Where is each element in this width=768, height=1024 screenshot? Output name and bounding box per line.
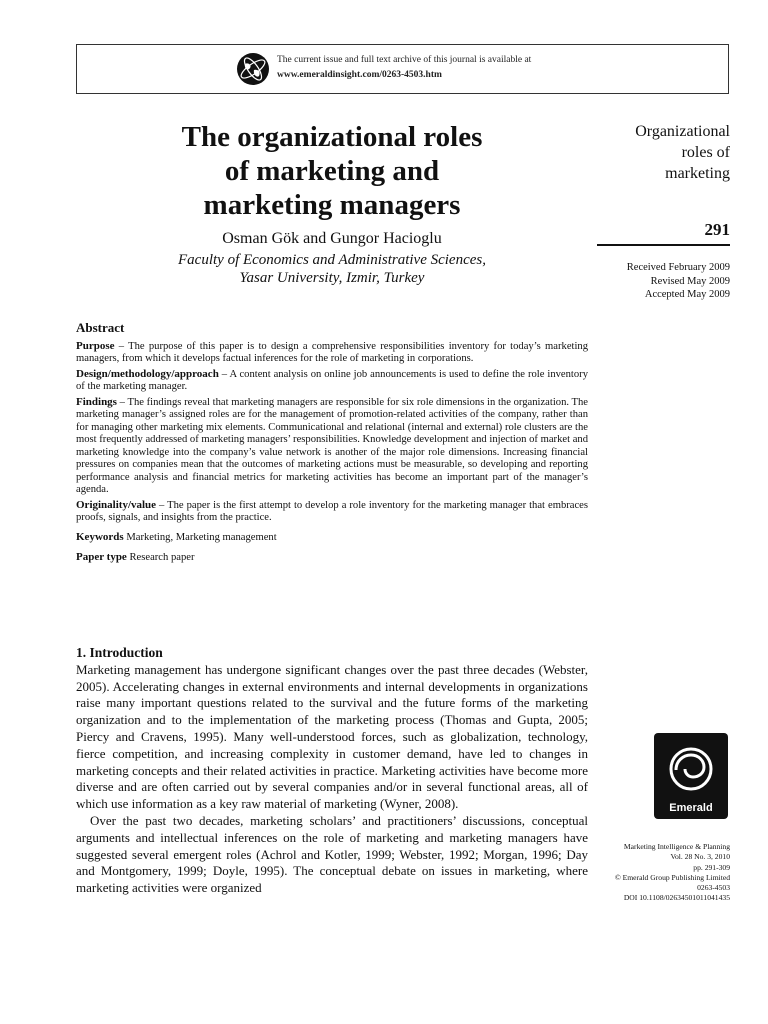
page-number: 291	[704, 220, 730, 239]
abstract-keywords	[76, 531, 588, 545]
purpose-text: – The purpose of this paper is to design a comprehensive responsibilities inventory for today’s marketing managers, from which it develops factual inferences for the role of marketing in corporations.	[76, 340, 588, 364]
banner-line: The current issue and full text archive of this journal is available at	[277, 55, 532, 65]
design-text: – A content analysis on online job announcements is used to define the role inventory of the marketing manager.	[76, 368, 588, 392]
keywords-label: Keywords	[76, 530, 124, 543]
paper-type-text: Research paper	[126, 552, 195, 563]
received-date: Received February 2009	[626, 262, 730, 273]
volume-info: Vol. 28 No. 3, 2010	[670, 852, 730, 862]
paper-type-label: Paper type	[76, 551, 127, 563]
purpose-label: Purpose	[76, 339, 115, 352]
abstract-heading: Abstract	[76, 320, 125, 335]
introduction-heading: 1. Introduction	[76, 645, 163, 660]
intro-paragraph-2: Over the past two decades, marketing scholars’ and practitioners’ discussions, conceptual arguments and intellectual inferences on the role of marketing and marketing managers have suggested several emergent roles (Achrol and Kotler, 1999; Webster, 1992; Morgan, 1996; Day and Montgomery, 1999; Doyle, 1995). The conceptual debate on issues in marketing, where marketing activities were organized	[76, 812, 588, 896]
originality-text: – The paper is the first attempt to develop a role inventory for the marketing manager that embraces proofs, signals, and insights from the practice.	[76, 499, 588, 523]
title-line-2: of marketing and	[224, 155, 440, 187]
running-title	[598, 121, 730, 184]
paper-title	[120, 120, 544, 222]
abstract-originality	[76, 499, 588, 525]
abstract-purpose	[76, 340, 588, 366]
originality-label: Originality/value	[76, 498, 157, 511]
revised-date: Revised May 2009	[650, 275, 730, 287]
affiliation-line-2: Yasar University, Izmir, Turkey	[239, 270, 425, 286]
running-title-line-3: marketing	[665, 165, 730, 182]
publication-info	[590, 842, 730, 904]
journal-banner	[76, 44, 729, 94]
emerald-logo	[654, 733, 728, 819]
issn: 0263-4503	[697, 883, 730, 893]
intro-paragraph-1: Marketing management has undergone significant changes over the past three decades (Webster, 2005). Accelerating changes in external environments and internal developments in organizations raise many important questions related to the survival and the future forms of the marketing organization and to the implementation of the marketing process (Thomas and Gupta, 2005; Piercy and Cravens, 1995). Many well-understood forces, such as globalization, technology, fierce competition, and increasing complexity in customer demand, have led to changes in marketing concepts and their related activities in practice. Marketing activities have become more diverse and are often carried out by several companies and/or in several functional areas, all of which use information as a key raw material of marketing (Wyner, 2008).	[76, 661, 588, 812]
authors: Osman Gök and Gungor Hacioglu	[222, 230, 442, 247]
copyright: © Emerald Group Publishing Limited	[614, 872, 730, 882]
doi: DOI 10.1108/02634501011041435	[623, 893, 730, 903]
banner-text	[277, 53, 531, 83]
abstract-paper-type	[76, 551, 588, 565]
abstract-design	[76, 368, 588, 394]
findings-text: – The findings reveal that marketing managers are responsible for six role dimensions in the organization. The marketing manager’s assigned roles are for the management of promotion-related activities of the company, rather than for managing other marketing mix elements. Communicational and relational (internal and external) role clusters are the most frequently addressed of marketing managers’ responsibilities. Knowledge development and injection of market and marketing knowledge into the company’s value network is another of the major role dimensions. Increasing financial pressures on companies mean that the outcomes of marketing actions must be measurable, so developing and reporting performance analysis and financial metrics for marketing activities has become an important part of the manager’s agenda.	[76, 396, 588, 495]
abstract-section	[76, 322, 588, 567]
affiliation	[120, 251, 544, 287]
findings-label: Findings	[76, 395, 117, 408]
keywords-text: Marketing, Marketing management	[123, 531, 277, 543]
running-title-line-2: roles of	[681, 144, 730, 161]
journal-name: Marketing Intelligence & Planning	[623, 842, 730, 851]
page-range: pp. 291-309	[693, 862, 730, 872]
design-label: Design/methodology/approach	[76, 367, 219, 380]
introduction-section	[76, 645, 588, 897]
running-title-line-1: Organizational	[635, 123, 730, 140]
title-line-3: marketing managers	[203, 189, 461, 221]
title-line-1: The organizational roles	[181, 121, 483, 153]
logo-label: Emerald	[669, 802, 713, 814]
sidebar-divider	[597, 244, 730, 246]
journal-url[interactable]: www.emeraldinsight.com/0263-4503.htm	[277, 70, 442, 80]
globe-icon	[236, 52, 270, 86]
accepted-date: Accepted May 2009	[644, 289, 730, 300]
abstract-findings	[76, 396, 588, 497]
submission-dates	[598, 261, 730, 302]
affiliation-line-1: Faculty of Economics and Administrative Sciences,	[178, 252, 486, 268]
